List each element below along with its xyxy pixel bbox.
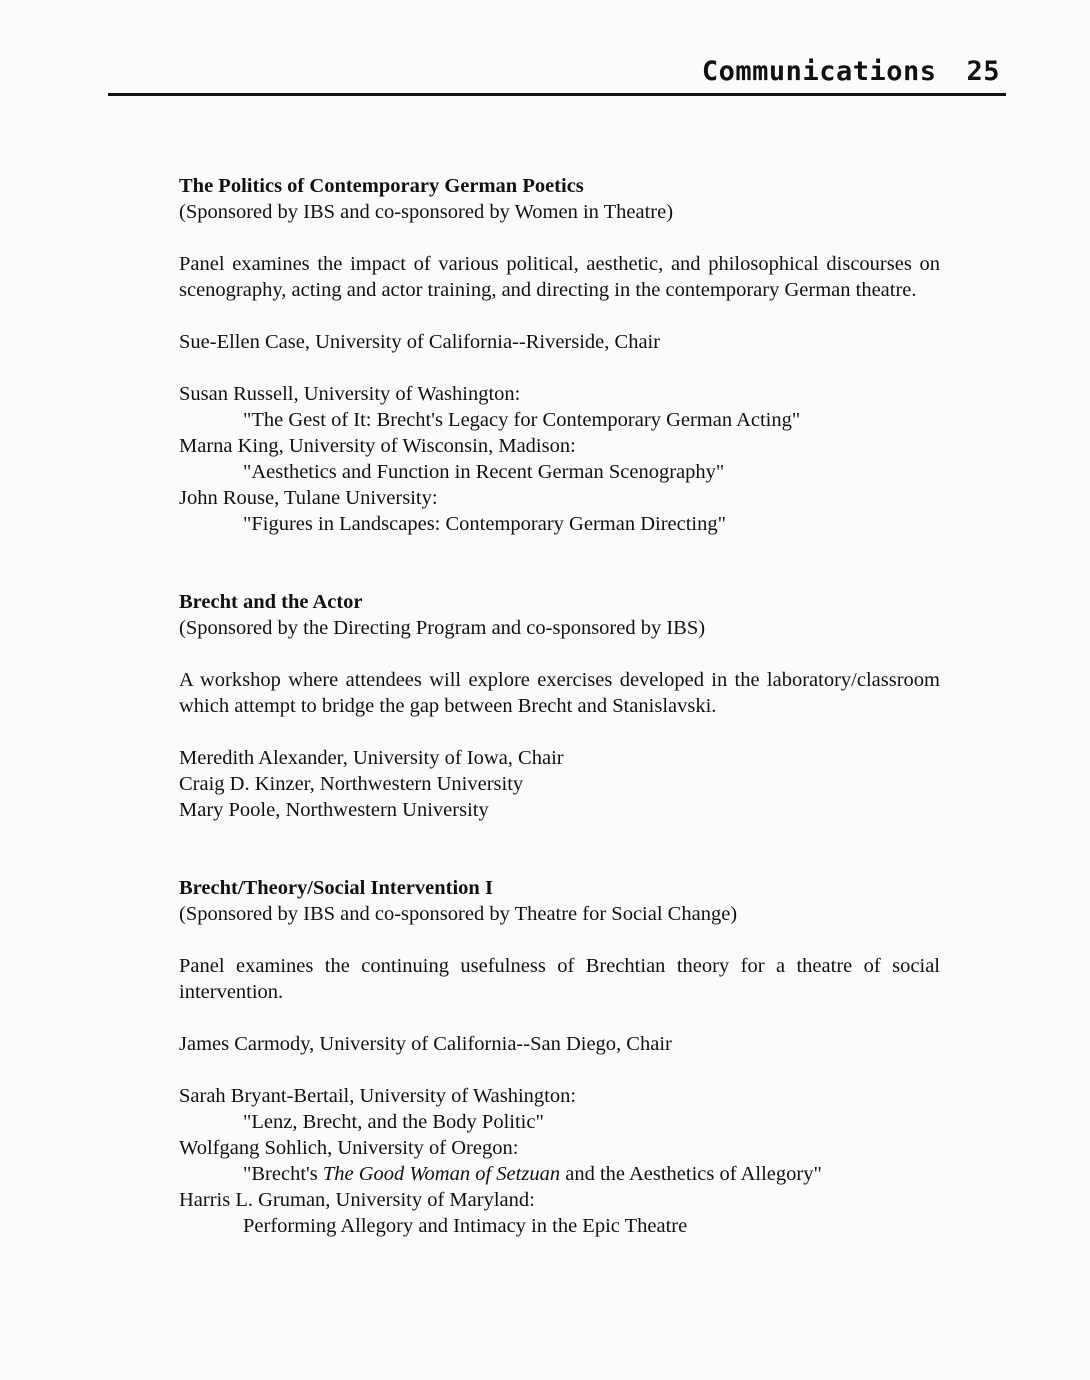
session-chair: Sue-Ellen Case, University of California--Riverside, Chair [179, 331, 661, 353]
panelist-name: Sarah Bryant-Bertail, University of Washington: [179, 1085, 577, 1107]
participant: Mary Poole, Northwestern University [179, 799, 489, 821]
header-rule [108, 93, 1006, 96]
panelist-paper: "Aesthetics and Function in Recent German Scenography" [243, 461, 725, 483]
session-brecht-theory-social-intervention [179, 875, 940, 1239]
running-header [702, 56, 1000, 87]
page-content [179, 173, 940, 1239]
participant: Craig D. Kinzer, Northwestern University [179, 773, 524, 795]
session-sponsor: (Sponsored by IBS and co-sponsored by Women in Theatre) [179, 201, 674, 223]
panelist-paper [179, 1161, 940, 1187]
session-sponsor: (Sponsored by IBS and co-sponsored by Theatre for Social Change) [179, 903, 738, 925]
panelist-paper: "Figures in Landscapes: Contemporary German Directing" [243, 513, 726, 535]
header-title: Communications [701, 56, 937, 87]
paper-italic-title: The Good Woman of Setzuan [322, 1163, 561, 1185]
session-description: Panel examines the impact of various political, aesthetic, and philosophical discourses on scenography, acting and actor training, and directing in the contemporary German theatre. [179, 253, 940, 301]
paper-suffix: and the Aesthetics of Allegory" [560, 1163, 822, 1185]
panelist-paper: "The Gest of It: Brecht's Legacy for Contemporary German Acting" [243, 409, 801, 431]
session-title: Brecht/Theory/Social Intervention I [179, 877, 493, 899]
session-title: Brecht and the Actor [179, 591, 363, 613]
panelist-name: John Rouse, Tulane University: [179, 487, 438, 509]
page-number: 25 [966, 56, 1000, 87]
session-brecht-and-actor [179, 589, 940, 823]
panelist-paper: Performing Allegory and Intimacy in the Epic Theatre [243, 1215, 688, 1237]
session-politics-german-poetics [179, 173, 940, 537]
panelist-name: Wolfgang Sohlich, University of Oregon: [179, 1137, 519, 1159]
panelist-name: Marna King, University of Wisconsin, Madison: [179, 435, 576, 457]
session-description: A workshop where attendees will explore exercises developed in the laboratory/classroom which attempt to bridge the gap between Brecht and Stanislavski. [179, 669, 940, 717]
session-title: The Politics of Contemporary German Poetics [179, 175, 584, 197]
session-description: Panel examines the continuing usefulness of Brechtian theory for a theatre of social intervention. [179, 955, 940, 1003]
panelist-paper: "Lenz, Brecht, and the Body Politic" [243, 1111, 544, 1133]
session-chair: James Carmody, University of California--San Diego, Chair [179, 1033, 672, 1055]
page-header [108, 52, 1006, 92]
participant: Meredith Alexander, University of Iowa, Chair [179, 747, 564, 769]
panelist-name: Susan Russell, University of Washington: [179, 383, 521, 405]
paper-prefix: "Brecht's [243, 1163, 323, 1185]
panelist-name: Harris L. Gruman, University of Maryland: [179, 1189, 535, 1211]
session-sponsor: (Sponsored by the Directing Program and co-sponsored by IBS) [179, 617, 706, 639]
